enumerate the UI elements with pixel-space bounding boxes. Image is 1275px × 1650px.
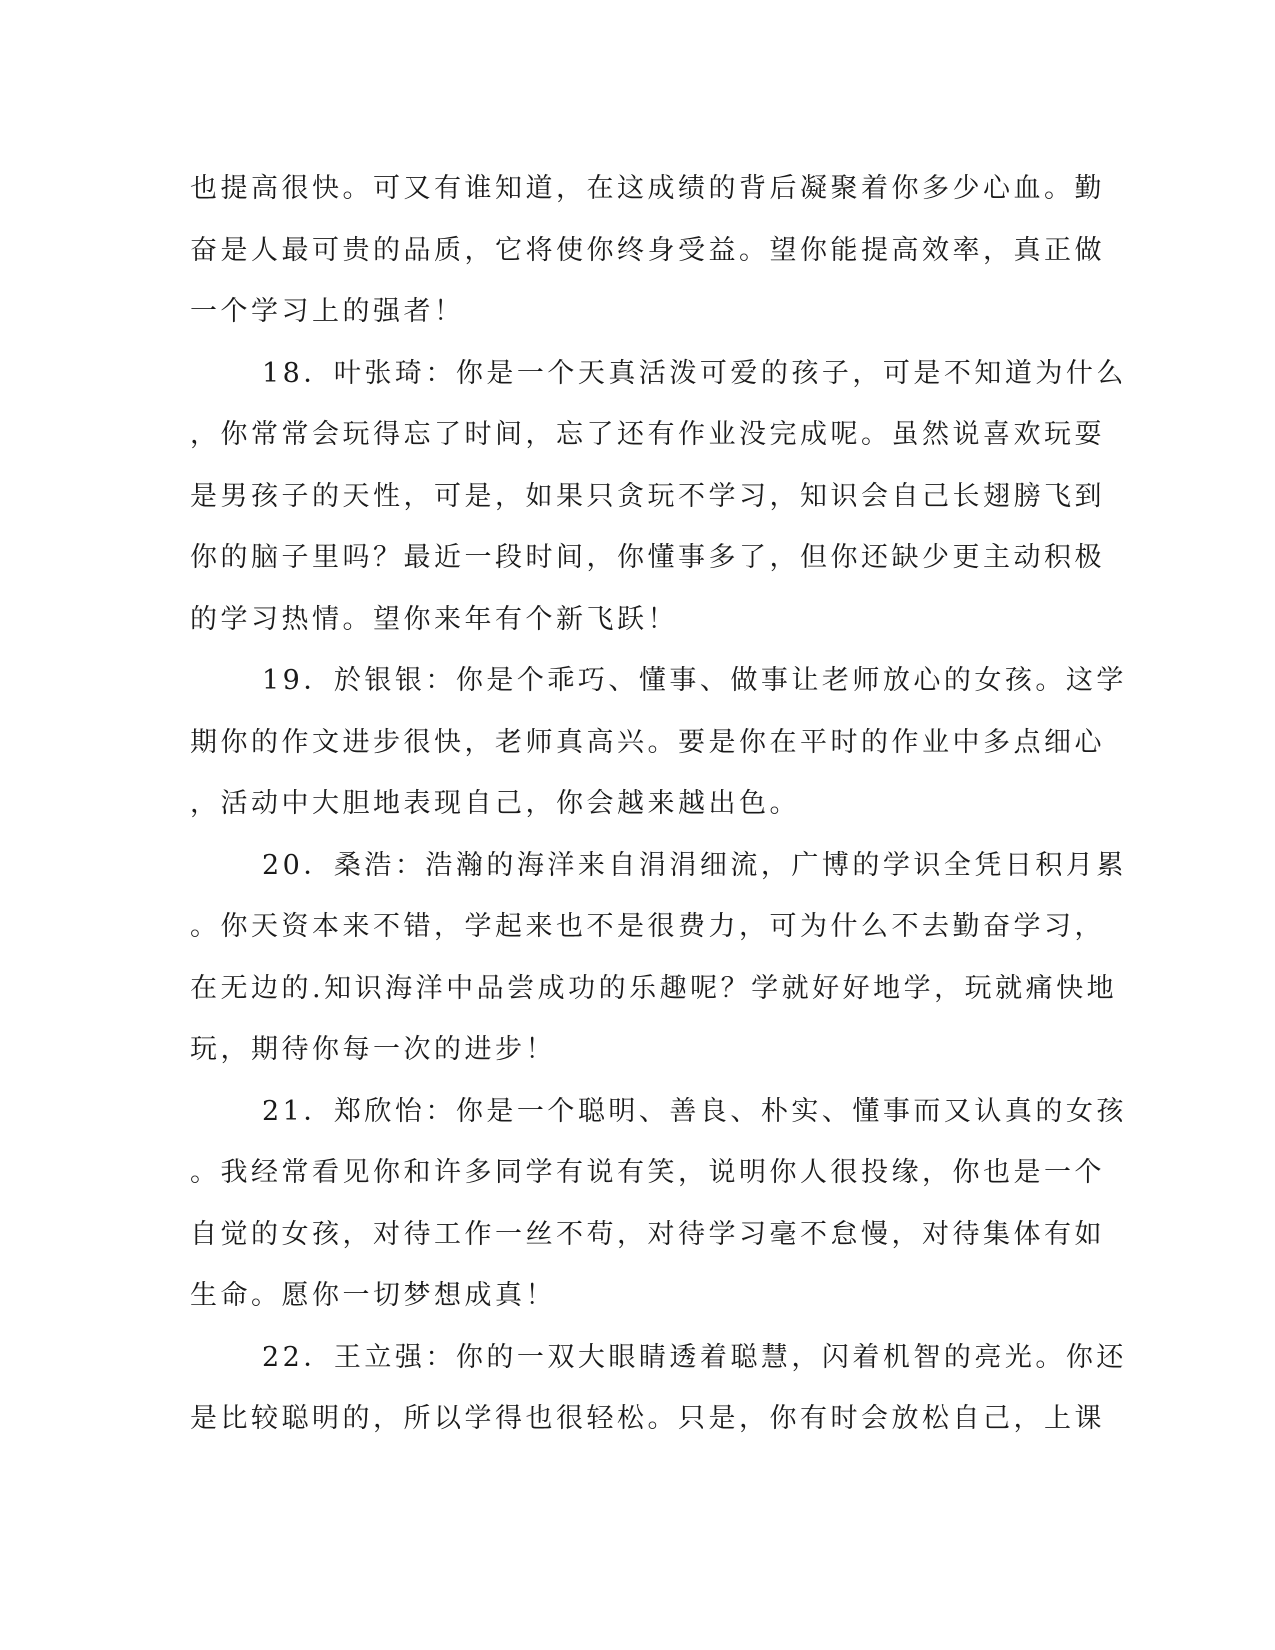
paragraph-start-line: 18．叶张琦：你是一个天真活泼可爱的孩子，可是不知道为什么 xyxy=(262,357,1127,389)
text-line: 在无边的.知识海洋中品尝成功的乐趣呢？学就好好地学，玩就痛快地 xyxy=(190,972,1118,1004)
text-line: 。你天资本来不错，学起来也不是很费力，可为什么不去勤奋学习， xyxy=(190,911,1105,942)
text-line: 奋是人最可贵的品质，它将使你终身受益。望你能提高效率，真正做 xyxy=(190,234,1105,266)
text-line: 是男孩子的天性，可是，如果只贪玩不学习，知识会自己长翅膀飞到 xyxy=(190,480,1105,512)
text-line: 自觉的女孩，对待工作一丝不苟，对待学习毫不怠慢，对待集体有如 xyxy=(190,1218,1105,1250)
text-line: ，你常常会玩得忘了时间，忘了还有作业没完成呢。虽然说喜欢玩耍 xyxy=(190,419,1105,450)
text-line: 是比较聪明的，所以学得也很轻松。只是，你有时会放松自己，上课 xyxy=(190,1403,1105,1434)
paragraph-start-line: 21．郑欣怡：你是一个聪明、善良、朴实、懂事而又认真的女孩 xyxy=(262,1095,1127,1127)
paragraph-start-line: 20．桑浩：浩瀚的海洋来自涓涓细流，广博的学识全凭日积月累 xyxy=(262,849,1127,881)
text-line: 期你的作文进步很快，老师真高兴。要是你在平时的作业中多点细心 xyxy=(190,726,1105,758)
text-line: 也提高很快。可又有谁知道，在这成绩的背后凝聚着你多少心血。勤 xyxy=(190,173,1105,204)
text-line: 。我经常看见你和许多同学有说有笑，说明你人很投缘，你也是一个 xyxy=(190,1157,1105,1188)
text-line: 玩，期待你每一次的进步！ xyxy=(190,1034,556,1065)
text-line: 的学习热情。望你来年有个新飞跃！ xyxy=(190,603,678,635)
text-line: 你的脑子里吗？最近一段时间，你懂事多了，但你还缺少更主动积极 xyxy=(190,542,1105,573)
text-line: 生命。愿你一切梦想成真！ xyxy=(190,1280,556,1311)
paragraph-start-line: 19．於银银：你是个乖巧、懂事、做事让老师放心的女孩。这学 xyxy=(262,665,1127,696)
body-text xyxy=(190,158,1127,1450)
text-line: ，活动中大胆地表现自己，你会越来越出色。 xyxy=(190,788,800,819)
text-line: 一个学习上的强者！ xyxy=(190,296,465,327)
paragraph-start-line: 22．王立强：你的一双大眼睛透着聪慧，闪着机智的亮光。你还 xyxy=(262,1341,1127,1373)
